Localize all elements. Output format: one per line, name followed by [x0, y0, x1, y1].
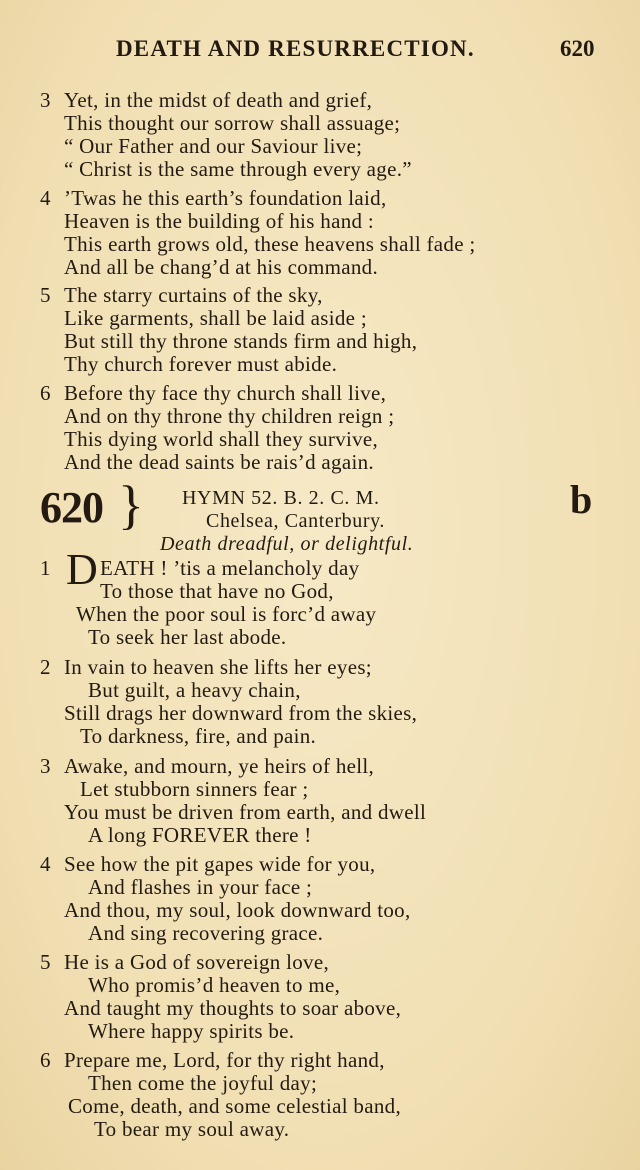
stanza-number: 5 — [40, 283, 51, 307]
verse-line: To those that have no God, — [100, 579, 334, 603]
verse-line: In vain to heaven she lifts her eyes; — [64, 655, 372, 679]
verse-line: And all be chang’d at his command. — [64, 255, 379, 279]
verse-line: Thy church forever must abide. — [64, 352, 338, 376]
verse-line: And taught my thoughts to soar above, — [64, 996, 402, 1020]
verse-line: Come, death, and some celestial band, — [68, 1094, 402, 1118]
verse-line: To darkness, fire, and pain. — [80, 724, 317, 748]
hymn-number: 620 — [40, 483, 103, 532]
verse-line: This earth grows old, these heavens shall fade ; — [64, 232, 476, 256]
verse-line: “ Christ is the same through every age.” — [64, 157, 412, 181]
verse-line: See how the pit gapes wide for you, — [64, 852, 376, 876]
verse-line: And on thy throne thy children reign ; — [64, 404, 395, 428]
drop-cap: D — [66, 545, 98, 594]
stanza-number: 3 — [40, 754, 51, 778]
verse-line: Still drags her downward from the skies, — [64, 701, 418, 725]
verse-line: “ Our Father and our Saviour live; — [64, 134, 363, 158]
stanza-number: 1 — [40, 556, 51, 580]
verse-line: When the poor soul is forc’d away — [76, 602, 377, 626]
verse-line: Prepare me, Lord, for thy right hand, — [64, 1048, 385, 1072]
verse-line: This thought our sorrow shall assuage; — [64, 111, 401, 135]
stanza-number: 3 — [40, 88, 51, 112]
verse-line: And sing recovering grace. — [88, 921, 324, 945]
stanza-number: 6 — [40, 381, 51, 405]
verse-line: But still thy throne stands firm and high, — [64, 329, 418, 353]
stanza-number: 4 — [40, 186, 51, 210]
verse-line: To seek her last abode. — [88, 625, 287, 649]
verse-line: The starry curtains of the sky, — [64, 283, 323, 307]
verse-line: Before thy face thy church shall live, — [64, 381, 387, 405]
verse-line: Where happy spirits be. — [88, 1019, 295, 1043]
verse-line: EATH ! ’tis a melancholy day — [100, 556, 360, 580]
hymn-tunes: Chelsea, Canterbury. — [206, 510, 385, 532]
verse-line: Then come the joyful day; — [88, 1071, 318, 1095]
running-title: DEATH AND RESURRECTION. — [116, 36, 475, 61]
stanza-number: 2 — [40, 655, 51, 679]
verse-line: Who promis’d heaven to me, — [88, 973, 341, 997]
verse-line: Heaven is the building of his hand : — [64, 209, 374, 233]
verse-line: You must be driven from earth, and dwell — [64, 800, 427, 824]
verse-line: A long FOREVER there ! — [88, 823, 312, 847]
verse-line: ’Twas he this earth’s foundation laid, — [64, 186, 387, 210]
verse-line: Like garments, shall be laid aside ; — [64, 306, 367, 330]
stanza-number: 4 — [40, 852, 51, 876]
verse-line: To bear my soul away. — [94, 1117, 290, 1141]
stanza-number: 6 — [40, 1048, 51, 1072]
verse-line: Let stubborn sinners fear ; — [80, 777, 309, 801]
verse-line: Yet, in the midst of death and grief, — [64, 88, 373, 112]
hymn-heading: HYMN 52. B. 2. C. M. — [182, 487, 380, 509]
hymn-subtitle: Death dreadful, or delightful. — [160, 533, 414, 555]
verse-line: Awake, and mourn, ye heirs of hell, — [64, 754, 375, 778]
verse-line: But guilt, a heavy chain, — [88, 678, 301, 702]
stanza-number: 5 — [40, 950, 51, 974]
verse-line: This dying world shall they survive, — [64, 427, 379, 451]
verse-line: And the dead saints be rais’d again. — [64, 450, 374, 474]
verse-line: And thou, my soul, look downward too, — [64, 898, 411, 922]
page-header — [0, 36, 640, 68]
verse-line: And flashes in your face ; — [88, 875, 313, 899]
brace-ornament: } — [118, 475, 144, 535]
verse-line: He is a God of sovereign love, — [64, 950, 330, 974]
page-number: 620 — [560, 36, 595, 61]
margin-mark: b — [570, 477, 593, 522]
